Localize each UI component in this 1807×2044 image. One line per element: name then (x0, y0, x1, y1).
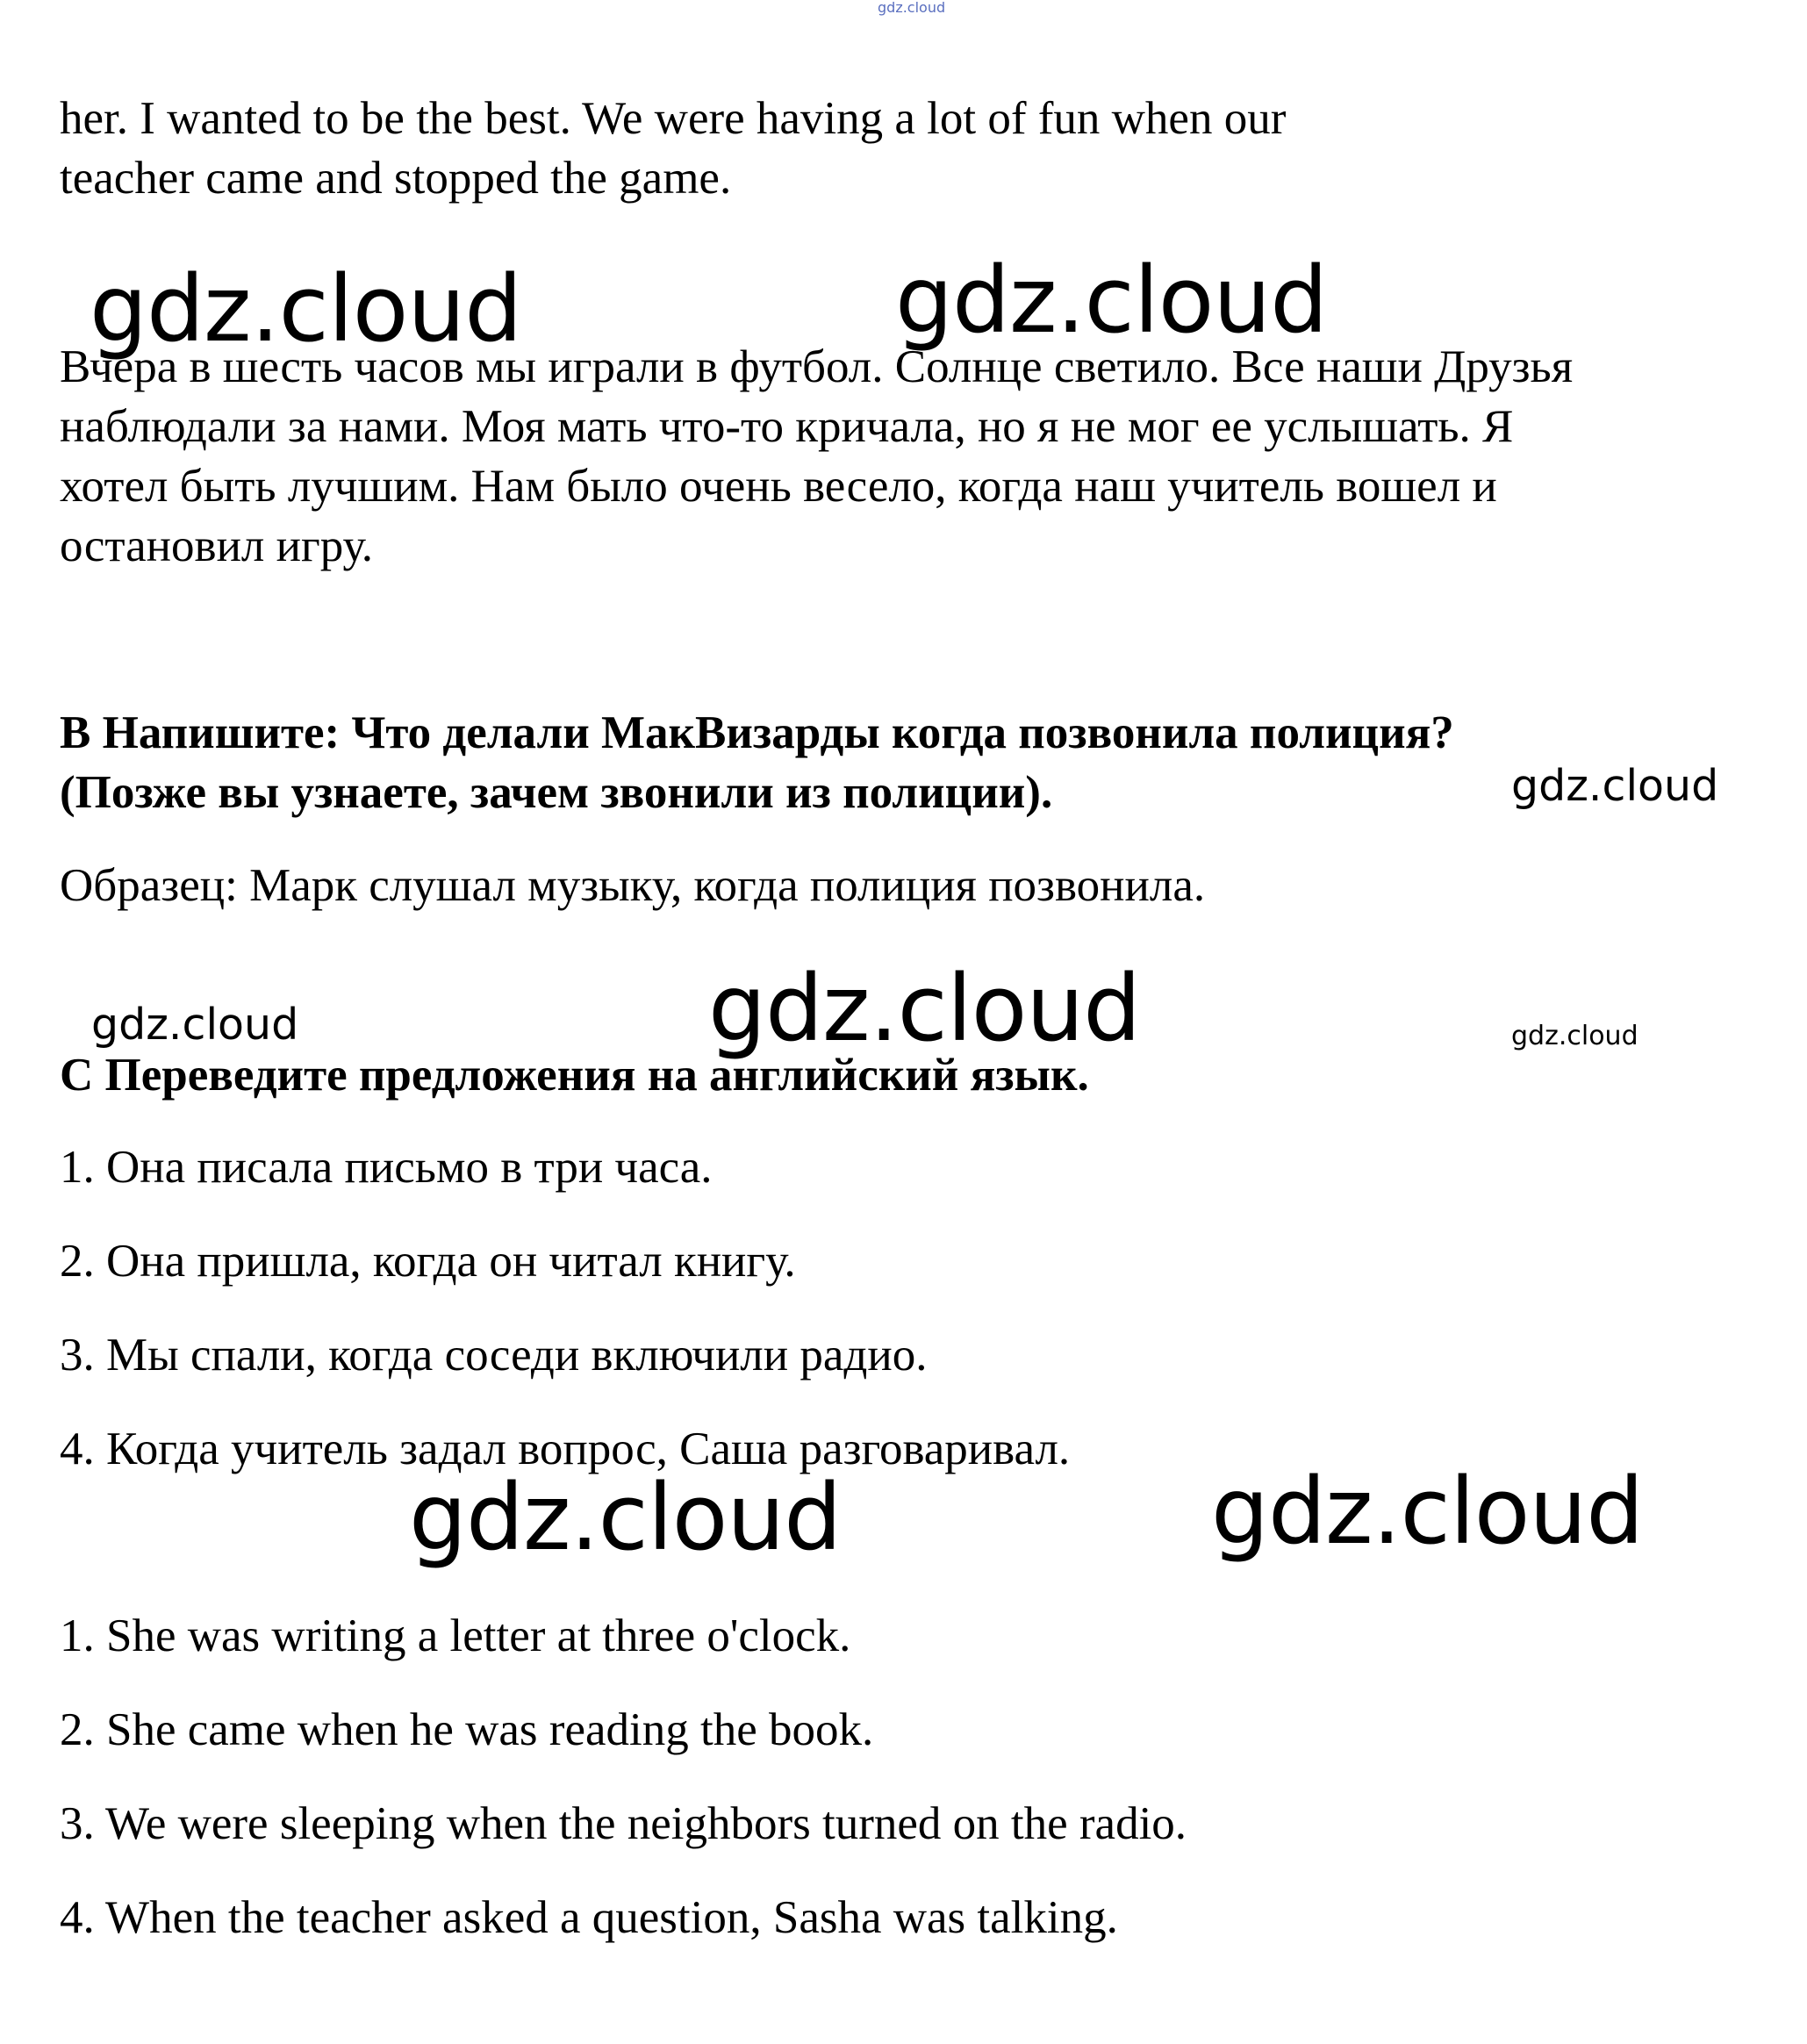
watermark-medium-1: gdz.cloud (1511, 761, 1719, 811)
section-c-en-item-4: 4. When the teacher asked a question, Sasha was talking. (60, 1892, 1118, 1943)
section-b-heading-line-2: (Позже вы узнаете, зачем звонили из полиции). (60, 767, 1053, 818)
section-c-ru-item-2: 2. Она пришла, когда он читал книгу. (60, 1236, 796, 1287)
watermark-large-4: gdz.cloud (409, 1464, 842, 1571)
section-c-ru-item-3: 3. Мы спали, когда соседи включили радио. (60, 1330, 928, 1381)
section-b-sample: Образец: Марк слушал музыку, когда полиция позвонила. (60, 860, 1206, 911)
watermark-medium-2: gdz.cloud (91, 1000, 299, 1050)
story-ru-line-4: остановил игру. (60, 520, 373, 571)
story-en-line-2: teacher came and stopped the game. (60, 153, 732, 204)
section-c-en-item-3: 3. We were sleeping when the neighbors turned on the radio. (60, 1798, 1187, 1849)
section-c-heading: C Переведите предложения на английский язык. (60, 1050, 1089, 1101)
section-c-en-item-1: 1. She was writing a letter at three o'clock. (60, 1610, 851, 1661)
section-b-heading-line-1: B Напишите: Что делали МакВизарды когда позвонила полиция? (60, 707, 1454, 758)
section-c-ru-item-4: 4. Когда учитель задал вопрос, Саша разговаривал. (60, 1424, 1071, 1474)
section-c-ru-item-1: 1. Она писала письмо в три часа. (60, 1142, 713, 1193)
story-ru-line-3: хотел быть лучшим. Нам было очень весело, когда наш учитель вошел и (60, 461, 1497, 512)
story-ru-line-1: Вчера в шесть часов мы играли в футбол. Солнце светило. Все наши Друзья (60, 341, 1574, 392)
watermark-large-2: gdz.cloud (895, 247, 1328, 354)
watermark-large-3: gdz.cloud (708, 955, 1141, 1062)
watermark-large-5: gdz.cloud (1211, 1458, 1644, 1565)
watermark-large-1: gdz.cloud (90, 255, 522, 362)
section-c-en-item-2: 2. She came when he was reading the book. (60, 1704, 874, 1755)
watermark-top: gdz.cloud (878, 0, 946, 16)
story-ru-line-2: наблюдали за нами. Моя мать что-то кричала, но я не мог ее услышать. Я (60, 401, 1514, 452)
story-en-line-1: her. I wanted to be the best. We were having a lot of fun when our (60, 93, 1287, 144)
watermark-small-1: gdz.cloud (1511, 1021, 1638, 1051)
